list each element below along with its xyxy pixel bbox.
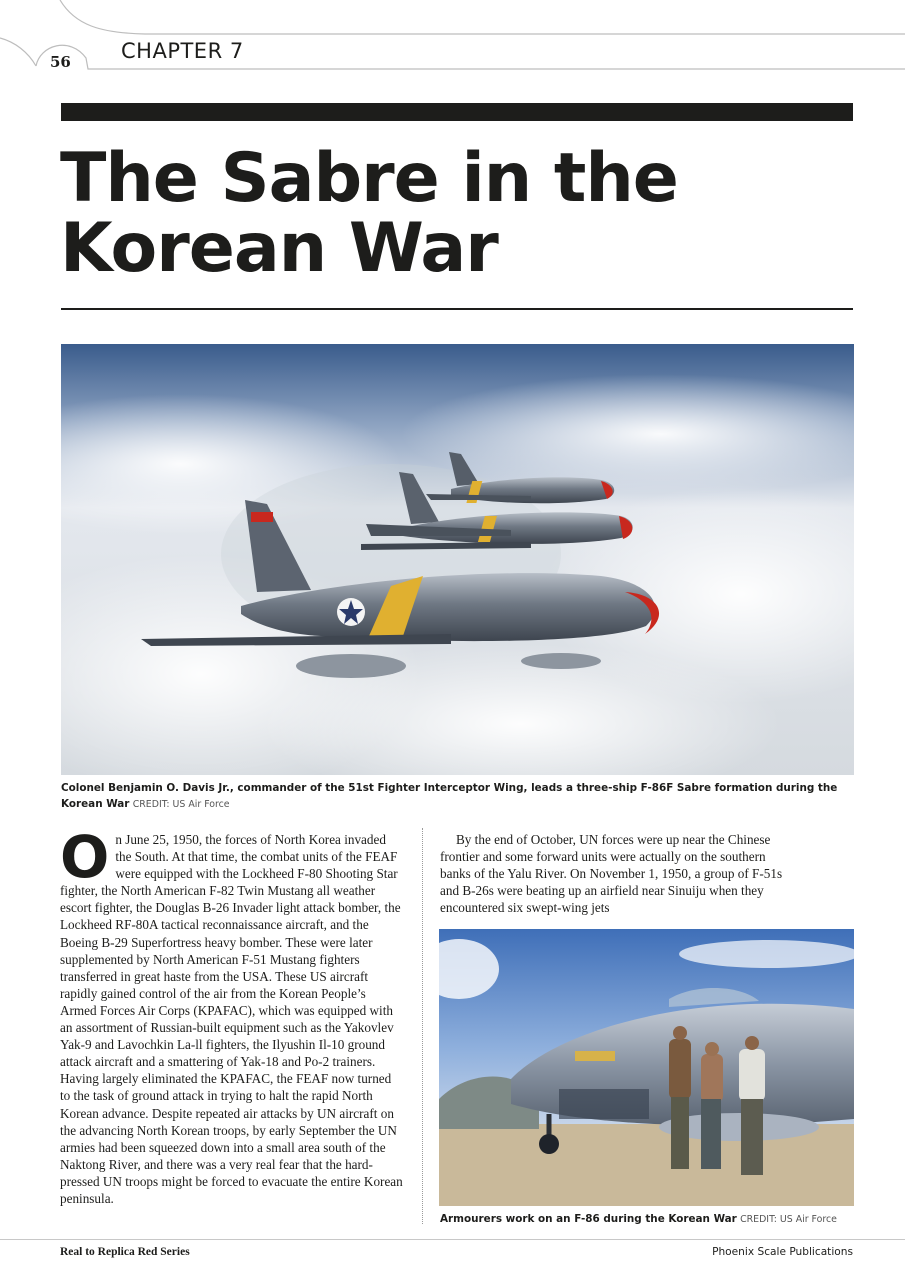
second-photo-caption [440,1211,860,1228]
drop-cap: O [60,823,110,891]
article-body-right-column: By the end of October, UN forces were up near the Chinese frontier and some forward units were actually on the southern banks of the Yalu River. On November 1, 1950, a group of F-51s and B-26s were beating up an airfield near Sinuiju when they encountered six swept-wing jets [440,832,783,916]
title-divider [61,308,853,310]
main-caption-text: Colonel Benjamin O. Davis Jr., commander of the 51st Fighter Interceptor Wing, leads a three-ship F-86F Sabre formation during the Korean War [61,782,838,810]
chapter-label: CHAPTER 7 [121,39,244,63]
main-photo-caption [61,780,856,813]
sabre-formation-photo [61,344,854,775]
title-bar [61,103,853,121]
armourers-photo [439,929,854,1206]
second-caption-credit: CREDIT: US Air Force [740,1214,837,1225]
title-line-1: The Sabre in the [60,139,678,218]
column-divider [422,828,423,1224]
page-number: 56 [50,53,71,71]
article-title [60,139,860,288]
title-line-2: Korean War [60,209,498,288]
footer-publisher: Phoenix Scale Publications [712,1246,853,1258]
left-column-text: n June 25, 1950, the forces of North Korea invaded the South. At that time, the combat units of the FEAF were equipped with the Lockheed F-80 Shooting Star fighter, the North American F-82 Twin Mustang all weather escort fighter, the Douglas B-26 Invader light attack bomber, the Lockheed RF-80A tactical reconnaissance aircraft, and the Boeing B-29 Superfortress heavy bomber. These were later supplemented by North American F-51 Mustang fighters transferred in great haste from the USA. These US aircraft rapidly gained control of the air from the Korean People’s Armed Forces Air Corps (KPAFAC), which was equipped with an assortment of Russian-built equipment such as the Yakovlev Yak-9 and Lavochkin La-ll fighters, the Ilyushin Il-10 ground attack aircraft and a smattering of Yak-18 and Po-2 trainers. Having largely eliminated the KPAFAC, the FEAF now turned to the task of ground attack in trying to halt the rapid North Korean advance. Despite repeated air attacks by UN aircraft on the advancing North Korean troops, by early September the UN armies had been squeezed down into a small area south of the Naktong River, and there was a very real fear that the hard-pressed UN troops might be forced to evacuate the entire Korean peninsula. [60,832,403,1206]
footer-divider [0,1239,905,1240]
footer-series: Real to Replica Red Series [60,1246,190,1258]
article-body-left-column [60,823,403,1207]
second-caption-text: Armourers work on an F-86 during the Korean War [440,1213,737,1225]
main-caption-credit: CREDIT: US Air Force [132,799,230,810]
